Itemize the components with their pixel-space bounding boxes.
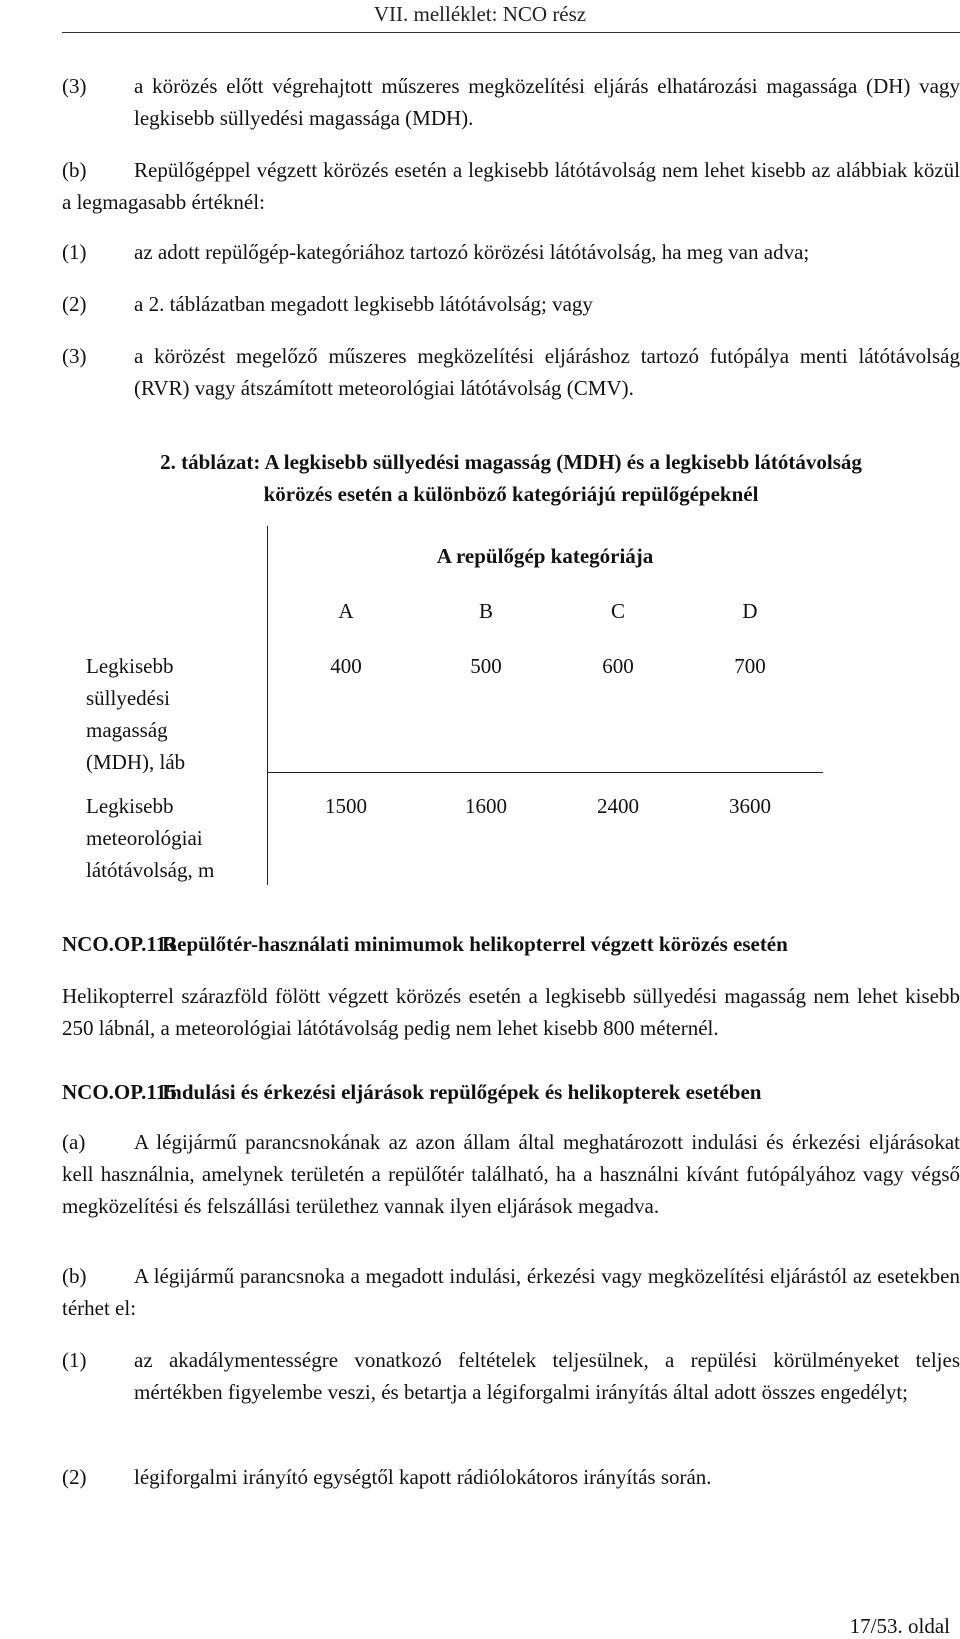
list-item-text: a körözést megelőző műszeres megközelítési eljáráshoz tartozó futópálya menti látótávolság (RVR) vagy átszámított meteorológiai látótávolság (CMV).	[134, 344, 960, 400]
table-divider-vertical	[267, 526, 268, 885]
row-label-line: meteorológiai	[86, 826, 203, 850]
table-caption-line-1: 2. táblázat: A legkisebb süllyedési magasság (MDH) és a legkisebb látótávolság	[160, 450, 862, 474]
list-item-text: az akadálymentességre vonatkozó feltételek teljesülnek, a repülési körülményeket teljes mértékben figyelembe veszi, és betartja a légiforgalmi irányítás által adott összes engedélyt;	[134, 1348, 960, 1404]
section-id: NCO.OP.115	[62, 1080, 177, 1104]
row-label-line: magasság	[86, 718, 168, 742]
list-label: (3)	[62, 344, 87, 368]
list-label: (1)	[62, 240, 87, 264]
row-label-line: süllyedési	[86, 686, 170, 710]
table-column-header: B	[478, 599, 493, 623]
header-divider	[62, 32, 960, 33]
paragraph-text: A légijármű parancsnokának az azon állam által meghatározott indulási és érkezési eljárásokat kell használnia, amelynek területén a repülőtér található, ha a használni kívánt futópályához vagy végső megközelítési és felszállási területhez vannak ilyen eljárások megadva.	[62, 1130, 960, 1218]
paragraph-text: A légijármű parancsnoka a megadott indulási, érkezési vagy megközelítési eljárástól az esetekben térhet el:	[62, 1264, 960, 1320]
list-label: (3)	[62, 74, 87, 98]
row-label-line: Legkisebb	[86, 794, 174, 818]
table-divider-horizontal	[267, 772, 823, 773]
list-label: (1)	[62, 1348, 87, 1372]
table-cell: 500	[470, 654, 502, 678]
section-title: Repülőtér-használati minimumok helikopterrel végzett körözés esetén	[162, 932, 788, 956]
list-label: (2)	[62, 292, 87, 316]
list-item-text: a körözés előtt végrehajtott műszeres megközelítési eljárás elhatározási magassága (DH) vagy legkisebb süllyedési magassága (MDH).	[134, 74, 960, 130]
row-label-line: Legkisebb	[86, 654, 174, 678]
paragraph-label: (b)	[62, 158, 87, 182]
paragraph-label: (b)	[62, 1264, 87, 1288]
row-label-line: látótávolság, m	[86, 858, 215, 882]
table-cell: 3600	[729, 794, 771, 818]
page-header-title: VII. melléklet: NCO rész	[373, 2, 587, 26]
list-item-text: légiforgalmi irányító egységtől kapott rádiólokátoros irányítás során.	[134, 1465, 712, 1489]
table-column-header: D	[742, 599, 758, 623]
list-item-text: az adott repülőgép-kategóriához tartozó körözési látótávolság, ha meg van adva;	[134, 240, 810, 264]
table-column-header: A	[338, 599, 354, 623]
section-title: Indulási és érkezési eljárások repülőgépek és helikopterek esetében	[162, 1080, 762, 1104]
table-cell: 1600	[465, 794, 507, 818]
table-cell: 2400	[597, 794, 639, 818]
table-column-header: C	[610, 599, 625, 623]
table-caption-line-2: körözés esetén a különböző kategóriájú repülőgépeknél	[263, 482, 759, 506]
paragraph-text: Repülőgéppel végzett körözés esetén a legkisebb látótávolság nem lehet kisebb az alábbiak közül a legmagasabb értéknél:	[62, 158, 960, 214]
row-label-line: (MDH), láb	[86, 750, 186, 774]
table-cell: 600	[602, 654, 634, 678]
list-label: (2)	[62, 1465, 87, 1489]
paragraph-label: (a)	[62, 1130, 86, 1154]
section-paragraph: Helikopterrel szárazföld fölött végzett körözés esetén a legkisebb süllyedési magasság nem lehet kisebb 250 lábnál, a meteorológiai látótávolság pedig nem lehet kisebb 800 méternél.	[62, 984, 960, 1040]
list-item-text: a 2. táblázatban megadott legkisebb látótávolság; vagy	[134, 292, 593, 316]
table-cell: 400	[330, 654, 362, 678]
table-group-header: A repülőgép kategóriája	[436, 544, 654, 568]
table-cell: 1500	[325, 794, 367, 818]
table-cell: 700	[734, 654, 766, 678]
section-id: NCO.OP.113	[62, 932, 177, 956]
page-number: 17/53. oldal	[849, 1614, 950, 1638]
